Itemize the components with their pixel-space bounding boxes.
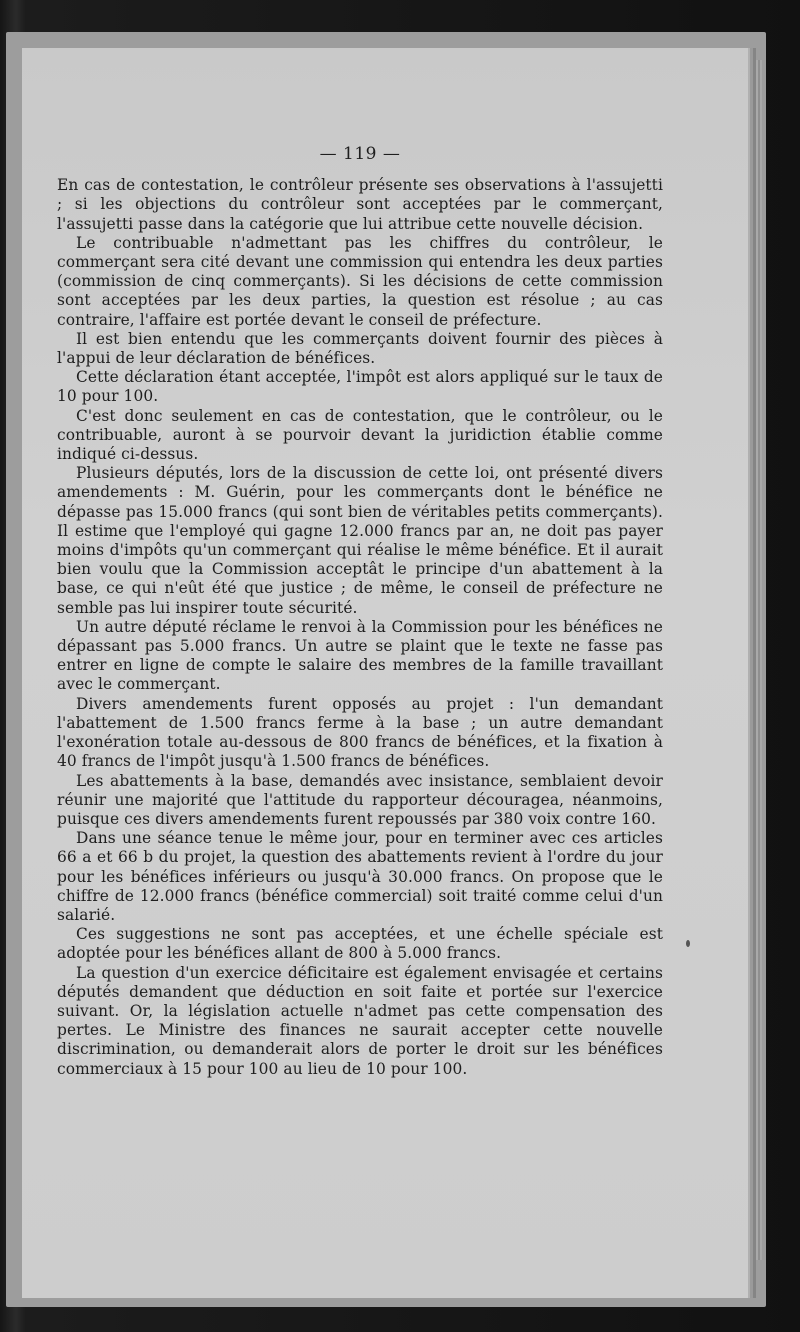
paragraph: Plusieurs députés, lors de la discussion de cette loi, ont présenté divers amendements : M. Guérin, pour les commerçants dont le bénéfice ne dépasse pas 15.000 francs (qui sont bien de véritables petits commerçants). Il estime que l'employé qui gagne 12.000 francs par an, ne doit pas payer moins d'impôts qu'un commerçant qui réalise le même bénéfice. Et il aurait bien voulu que la Commission acceptât le principe d'un abattement à la base, ce qui n'eût été que justice ; de même, le conseil de préfecture ne semble pas lui inspirer toute sécurité. [57, 464, 663, 617]
page-number: — 119 — [319, 144, 401, 164]
paragraph: Il est bien entendu que les commerçants doivent fournir des pièces à l'appui de leur déclaration de bénéfices. [57, 329, 663, 368]
paragraph: La question d'un exercice déficitaire est également envisagée et certains députés demandent que déduction en soit faite et portée sur l'exercice suivant. Or, la législation actuelle n'admet pas cette compensation des pertes. Le Ministre des finances ne saurait accepter cette nouvelle discrimination, ou demanderait alors de porter le droit sur les bénéfices commerciaux à 15 pour 100 au lieu de 10 pour 100. [57, 963, 663, 1078]
ink-speck [686, 940, 690, 947]
paragraph: Dans une séance tenue le même jour, pour en terminer avec ces articles 66 a et 66 b du projet, la question des abattements revient à l'ordre du jour pour les bénéfices inférieurs ou jusqu'à 30.000 francs. On propose que le chiffre de 12.000 francs (bénéfice commercial) soit traité comme celui d'un salarié. [57, 829, 663, 924]
paragraph: Cette déclaration étant acceptée, l'impôt est alors appliqué sur le taux de 10 pour 100. [57, 368, 663, 406]
paragraph: Le contribuable n'admettant pas les chiffres du contrôleur, le commerçant sera cité devant une commission qui entendra les deux parties (commission de cinq commerçants). Si les décisions de cette commission sont acceptées par les deux parties, la question est résolue ; au cas contraire, l'affaire est portée devant le conseil de préfecture. [57, 233, 663, 329]
paragraph: Un autre député réclame le renvoi à la Commission pour les bénéfices ne dépassant pas 5.000 francs. Un autre se plaint que le texte ne fasse pas entrer en ligne de compte le salaire des membres de la famille travaillant avec le commerçant. [57, 617, 663, 694]
page-stack-edges [748, 60, 762, 1260]
paragraph: Ces suggestions ne sont pas acceptées, et une échelle spéciale est adoptée pour les bénéfices allant de 800 à 5.000 francs. [57, 925, 663, 963]
paragraph: Divers amendements furent opposés au projet : l'un demandant l'abattement de 1.500 francs ferme à la base ; un autre demandant l'exonération totale au-dessous de 800 francs de bénéfices, et la fixation à 40 francs de l'impôt jusqu'à 1.500 francs de bénéfices. [57, 694, 663, 771]
paragraph: Les abattements à la base, demandés avec insistance, semblaient devoir réunir une majorité que l'attitude du rapporteur découragea, néanmoins, puisque ces divers amendements furent repoussés par 380 voix contre 160. [57, 771, 663, 828]
text-column [57, 145, 663, 1079]
paragraph: C'est donc seulement en cas de contestation, que le contrôleur, ou le contribuable, auront à se pourvoir devant la juridiction établie comme indiqué ci-dessus. [57, 406, 663, 464]
paragraph: En cas de contestation, le contrôleur présente ses observations à l'assujetti ; si les objections du contrôleur sont acceptées par le commerçant, l'assujetti passe dans la catégorie que lui attribue cette nouvelle décision. [57, 176, 663, 233]
